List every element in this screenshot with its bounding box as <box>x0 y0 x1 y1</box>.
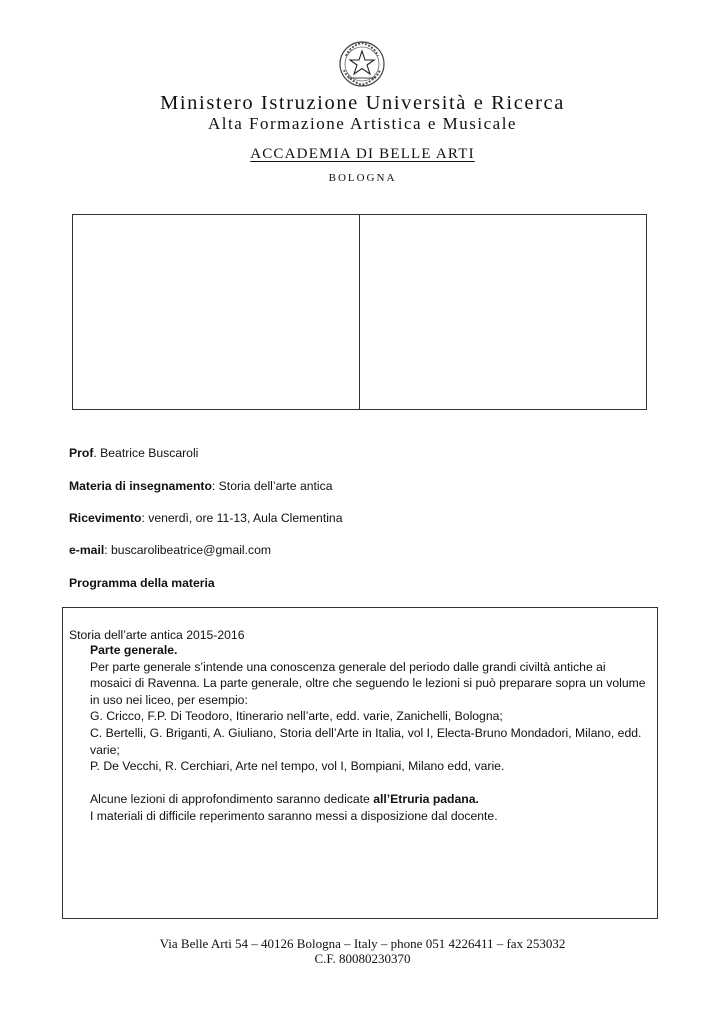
professor-value: . Beatrice Buscaroli <box>93 446 199 460</box>
image-placeholder-left <box>73 215 359 409</box>
programme-materials: I materiali di difficile reperimento saranno messi a disposizione dal docente. <box>90 808 498 823</box>
email-label: e-mail <box>69 543 105 557</box>
image-placeholder-table <box>72 214 647 410</box>
email-line <box>69 543 271 557</box>
programme-label: Programma della materia <box>69 576 215 590</box>
programme-section: Parte generale. <box>90 643 178 657</box>
subject-line <box>69 479 333 493</box>
academy-city: BOLOGNA <box>328 172 397 184</box>
academy-title: ACCADEMIA DI BELLE ARTI <box>250 146 475 162</box>
book-item: G. Cricco, F.P. Di Teodoro, Itinerario nell’arte, edd. varie, Zanichelli, Bologna; <box>90 709 503 724</box>
footer-cf: C.F. 80080230370 <box>314 951 411 966</box>
image-placeholder-right <box>359 215 646 409</box>
reception-line <box>69 511 342 525</box>
book-item: C. Bertelli, G. Briganti, A. Giuliano, Storia dell’Arte in Italia, vol I, Electa-Bruno Mondadori, Milano, edd. varie; <box>90 725 642 757</box>
email-value[interactable]: : buscarolibeatrice@gmail.com <box>104 543 272 557</box>
professor-line <box>69 446 198 460</box>
subject-value: : Storia dell’arte antica <box>211 479 333 493</box>
reception-label: Ricevimento <box>69 511 142 525</box>
programme-intro: Per parte generale s’intende una conoscenza generale del periodo dalle grandi civiltà antiche ai mosaici di Ravenna. La parte generale, oltre che seguendo le lezioni si può preparare sopra un volume in uso nei liceo, per esempio: <box>90 659 646 707</box>
republic-emblem-icon <box>338 40 386 88</box>
programme-box <box>62 607 658 919</box>
book-item: P. De Vecchi, R. Cerchiari, Arte nel tempo, vol I, Bompiani, Milano edd, varie. <box>90 759 505 774</box>
afam-subtitle: Alta Formazione Artistica e Musicale <box>208 114 517 133</box>
programme-note: Alcune lezioni di approfondimento saranno dedicate all’Etruria padana. <box>90 792 479 807</box>
programme-heading <box>69 576 215 590</box>
programme-body <box>90 642 650 825</box>
subject-label: Materia di insegnamento <box>69 479 212 493</box>
footer-address: Via Belle Arti 54 – 40126 Bologna – Italy – phone 051 4226411 – fax 253032 <box>159 936 566 951</box>
programme-title: Storia dell’arte antica 2015-2016 <box>69 628 245 642</box>
reception-value: : venerdì, ore 11-13, Aula Clementina <box>141 511 343 525</box>
professor-label: Prof <box>69 446 94 460</box>
ministry-title: Ministero Istruzione Università e Ricerca <box>160 92 565 114</box>
programme-note-bold: all’Etruria padana. <box>373 792 479 807</box>
